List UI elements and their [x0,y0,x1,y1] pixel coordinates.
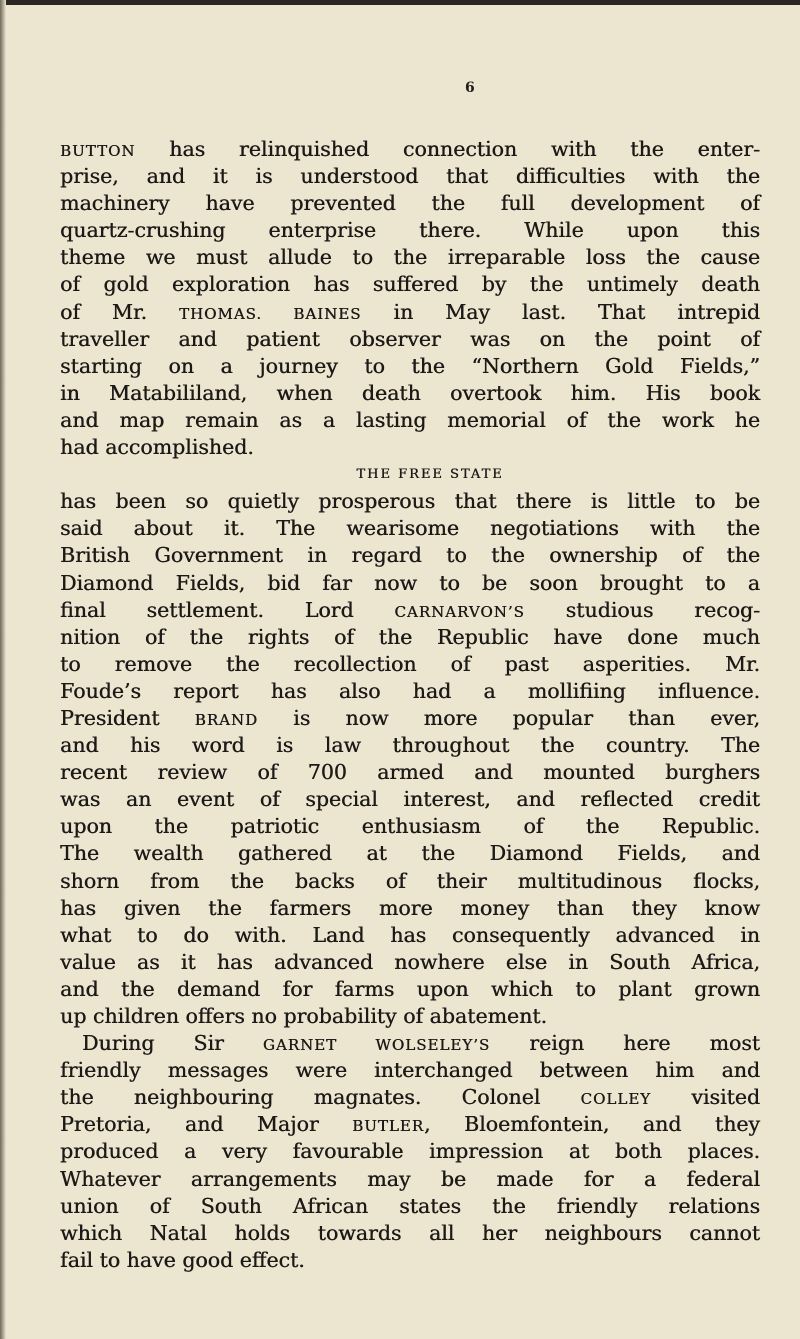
text-line: Diamond Fields, bid far now to be soon brought to a [60,570,760,595]
text-line: was an event of special interest, and reflected credit [60,787,760,812]
top-border [0,0,800,5]
surname-smallcaps: THOMAS. BAINES [178,304,362,323]
text-line: to remove the recollection of past asperities. Mr. [60,651,760,676]
text-line: and his word is law throughout the country. The [60,733,760,758]
text-line: value as it has advanced nowhere else in South Africa, [60,949,760,974]
text-line: in Matabililand, when death overtook him. His book [60,380,760,405]
paragraph-2 [60,488,760,1030]
text-line: has given the farmers more money than they know [60,895,760,920]
surname-smallcaps: CARNARVON’S [394,602,525,621]
text-line: prise, and it is understood that difficulties with the [60,164,760,189]
paragraph-1 [60,136,760,461]
page-edge-shadow [0,0,6,1339]
text-line: and the demand for farms upon which to plant grown [60,976,760,1001]
text-line: up children offers no probability of abatement. [60,1004,547,1028]
text-line: union of South African states the friendly relations [60,1193,760,1218]
text-line: Foude’s report has also had a mollifiing influence. [60,678,760,703]
text-line: what to do with. Land has consequently advanced in [60,922,760,947]
text-line: which Natal holds towards all her neighbours cannot [60,1220,760,1245]
text-line: fail to have good effect. [60,1247,305,1272]
body-text [60,136,760,1274]
text-line: The wealth gathered at the Diamond Fields, and [60,841,760,866]
surname-smallcaps: GARNET WOLSELEY’S [262,1036,491,1055]
text-line: of gold exploration has suffered by the untimely death [60,272,760,297]
text-line: nition of the rights of the Republic have done much [60,624,760,649]
surname-smallcaps: BUTLER [352,1117,424,1136]
text-line: quartz-crushing enterprise there. While upon this [60,218,760,243]
text-line: machinery have prevented the full development of [60,191,760,216]
text-line: starting on a journey to the “Northern Gold Fields,” [60,353,760,378]
text-line: traveller and patient observer was on the point of [60,326,760,351]
text-line: Pretoria, and Major BUTLER, Bloemfontein, and they [60,1112,760,1137]
text-line: BUTTON has relinquished connection with the enter- [60,137,760,161]
text-line: Whatever arrangements may be made for a federal [60,1166,760,1191]
text-line: theme we must allude to the irreparable loss the cause [60,245,760,270]
text-line: and map remain as a lasting memorial of the work he [60,407,760,432]
text-line: had accomplished. [60,435,254,460]
page-number: 6 [465,80,475,96]
text-line: said about it. The wearisome negotiations with the [60,516,760,541]
surname-smallcaps: BRAND [194,710,258,729]
text-line: friendly messages were interchanged between him and [60,1058,760,1083]
text-line: of Mr. THOMAS. BAINES in May last. That intrepid [60,299,760,324]
text-line: President BRAND is now more popular than ever, [60,705,761,730]
text-line: has been so quietly prosperous that there is little to be [60,489,760,514]
surname-smallcaps: COLLEY [580,1090,652,1109]
paragraph-3 [60,1030,760,1274]
text-line: upon the patriotic enthusiasm of the Republic. [60,814,760,839]
text-line: shorn from the backs of their multitudinous flocks, [60,868,760,893]
surname-smallcaps: BUTTON [60,142,136,160]
text-line: final settlement. Lord CARNARVON’S studious recog- [60,597,760,622]
text-line: recent review of 700 armed and mounted burghers [60,760,760,785]
text-line: British Government in regard to the ownership of the [60,543,760,568]
text-line: During Sir GARNET WOLSELEY’S reign here most [82,1031,760,1056]
section-heading: THE FREE STATE [356,467,504,483]
text-line: the neighbouring magnates. Colonel COLLEY visited [60,1085,760,1110]
text-line: produced a very favourable impression at both places. [60,1139,760,1164]
